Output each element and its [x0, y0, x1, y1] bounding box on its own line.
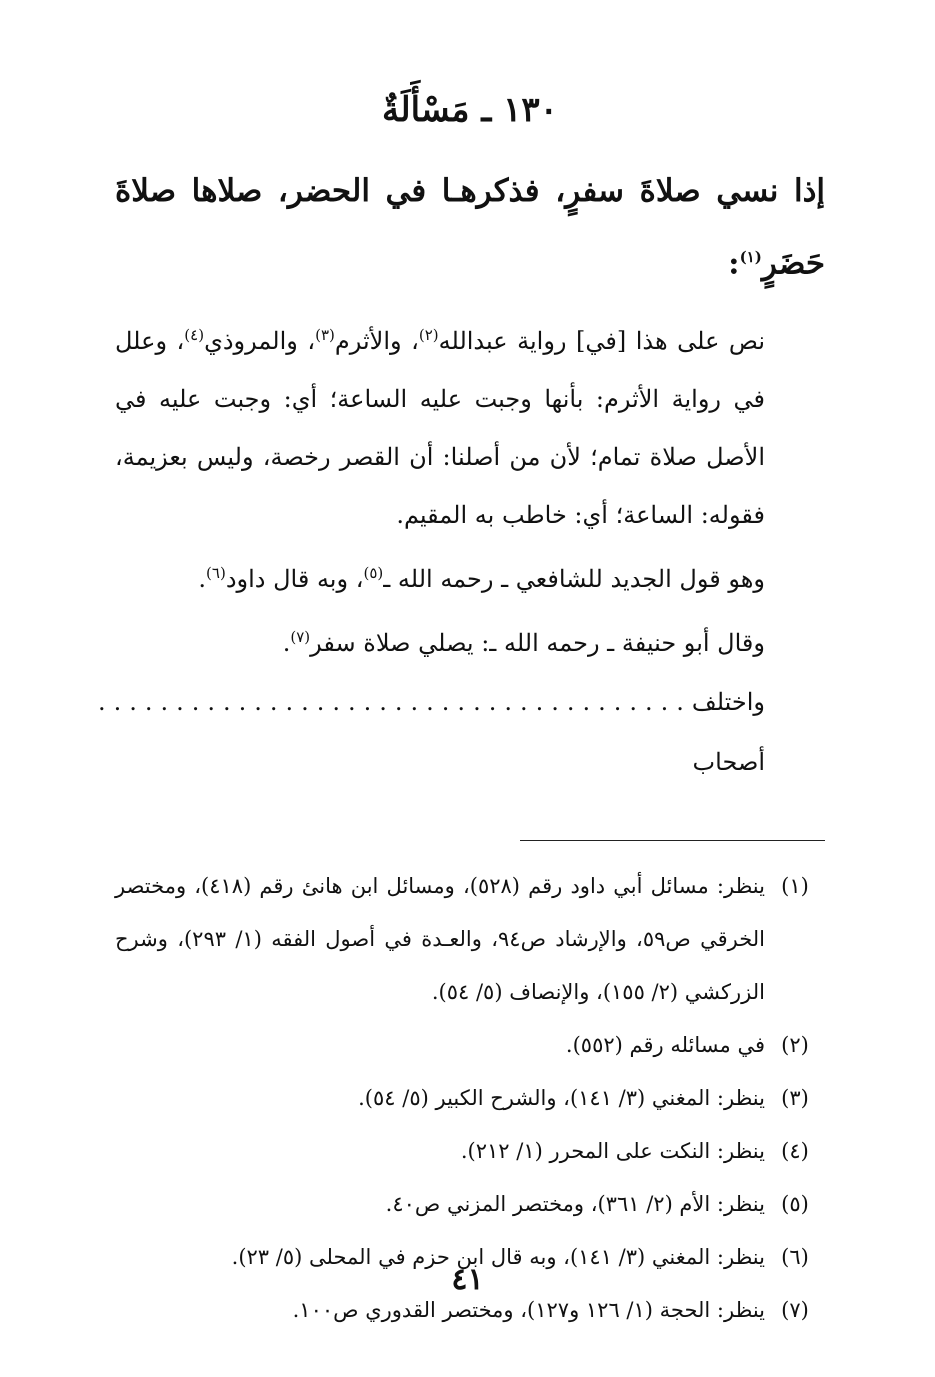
- footnote-3: [115, 1072, 825, 1125]
- question-colon: :: [728, 245, 740, 282]
- footnote-text: ينظر: مسائل أبي داود رقم (٥٢٨)، ومسائل ابن هانئ رقم (٤١٨)، ومختصر الخرقي ص٥٩، والإرشاد ص٩٤، والعـدة في أصول الفقه (١/ ٢٩٣)، وشرح الزركشي (٢/ ١٥٥)، والإنصاف (٥/ ٥٤).: [115, 874, 765, 1004]
- paragraph-3-text-a: وقال أبو حنيفة ـ رحمه الله ـ: يصلي صلاة سفر: [310, 629, 765, 658]
- footnote-ref-5[interactable]: (٥): [363, 564, 384, 583]
- footnote-ref-2[interactable]: (٢): [418, 326, 439, 345]
- footnote-text: ينظر: النكت على المحرر (١/ ٢١٢).: [460, 1139, 765, 1163]
- issue-question: [115, 158, 825, 296]
- footnote-text: ينظر: الأم (٢/ ٣٦١)، ومختصر المزني ص٤٠.: [385, 1192, 765, 1216]
- paragraph-3-text-b: .: [282, 629, 291, 658]
- paragraph-2-text-c: .: [198, 565, 207, 594]
- footnote-number: (٥): [781, 1192, 809, 1216]
- footnote-number: (٧): [781, 1298, 809, 1322]
- paragraph-2-text-b: ، وبه قال داود: [225, 565, 364, 594]
- page-body: [97, 80, 825, 1322]
- paragraph-4: [97, 672, 825, 792]
- footnote-ref-6[interactable]: (٦): [206, 564, 226, 583]
- paragraph-2-text-a: وهو قول الجديد للشافعي ـ رحمه الله ـ: [383, 565, 765, 594]
- footnote-4: [115, 1125, 825, 1178]
- paragraph-1-text-c: ، والمروذي: [204, 327, 316, 356]
- footnote-2: [115, 1019, 825, 1072]
- footnote-text: ينظر: الحجة (١/ ١٢٦ و١٢٧)، ومختصر القدوري ص١٠٠.: [292, 1298, 765, 1322]
- footnote-text: في مسائله رقم (٥٥٢).: [565, 1033, 765, 1057]
- footnote-1: [115, 860, 825, 1019]
- footnote-number: (١): [781, 874, 809, 898]
- footnote-ref-3[interactable]: (٣): [315, 326, 335, 345]
- paragraph-1-text-d: ، وعلل في رواية الأثرم: بأنها وجبت عليه الساعة؛ أي: وجبت عليه في الأصل صلاة تمام؛ لأن من أصلنا: أن القصر رخصة، وليس بعزيمة، فقوله: الساعة؛ أي: خاطب به المقيم.: [115, 327, 765, 530]
- footnote-number: (٤): [781, 1139, 809, 1163]
- footnote-text: ينظر: المغني (٣/ ١٤١)، والشرح الكبير (٥/ ٥٤).: [358, 1086, 765, 1110]
- paragraph-4-text: واختلف أصحاب: [691, 688, 765, 777]
- page-number: ٤١: [451, 1262, 484, 1297]
- issue-heading: ١٣٠ ـ مَسْأَلَةٌ: [382, 90, 558, 130]
- footnote-text: ينظر: المغني (٣/ ١٤١)، وبه قال ابن حزم في المحلى (٥/ ٢٣).: [231, 1245, 765, 1269]
- footnote-ref-1[interactable]: (١): [739, 248, 762, 266]
- continuation-dots: ......................................: [97, 688, 692, 717]
- paragraph-3: [115, 608, 825, 672]
- paragraph-1-text-a: نص على هذا [في] رواية عبدالله: [438, 327, 766, 356]
- footnote-number: (٣): [781, 1086, 809, 1110]
- footnote-ref-4[interactable]: (٤): [184, 326, 205, 345]
- footnote-number: (٢): [781, 1033, 809, 1057]
- paragraph-1: [115, 306, 825, 544]
- paragraph-1-text-b: ، والأثرم: [334, 327, 419, 356]
- footnote-number: (٦): [781, 1245, 809, 1269]
- footnote-separator: [520, 840, 825, 841]
- footnote-ref-7[interactable]: (٧): [290, 628, 311, 647]
- paragraph-2: [115, 544, 825, 608]
- question-text: إذا نسي صلاةَ سفرٍ، فذكرهـا في الحضر، صلاها صلاةَ حَضَرٍ: [115, 173, 825, 282]
- footnote-5: [115, 1178, 825, 1231]
